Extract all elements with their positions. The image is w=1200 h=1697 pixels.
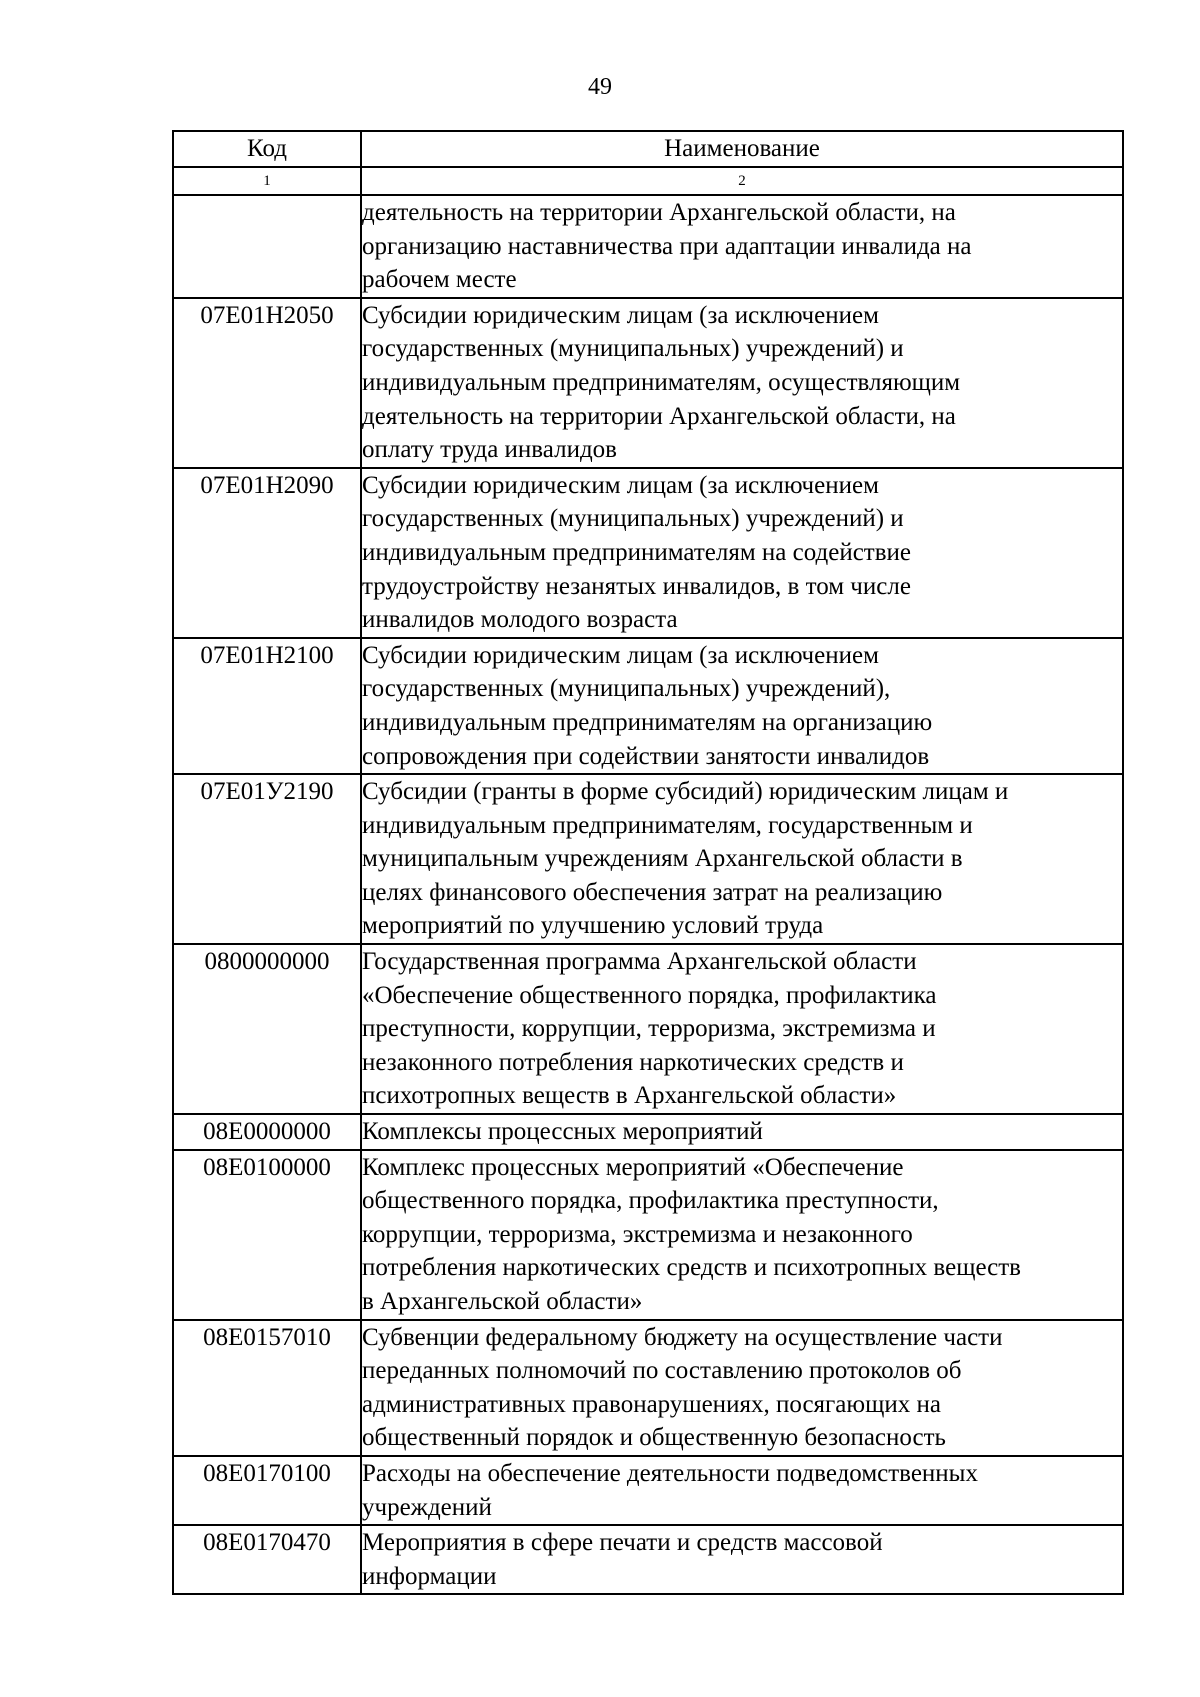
column-number-2: 2: [361, 167, 1123, 195]
row-code: 0800000000: [173, 944, 361, 1114]
row-code: 08Е0100000: [173, 1150, 361, 1320]
row-code: 08Е0157010: [173, 1320, 361, 1456]
row-name: Субсидии юридическим лицам (за исключением государственных (муниципальных) учреждений) и индивидуальным предпринимателям, осуществляющим деятельность на территории Архангельской области, на оплату труда инвалидов: [361, 298, 1123, 468]
row-code: 07Е01Н2050: [173, 298, 361, 468]
table-row: [173, 774, 1123, 944]
table-header-row: [173, 131, 1123, 167]
row-name: Субсидии юридическим лицам (за исключением государственных (муниципальных) учреждений) и индивидуальным предпринимателям на содействие трудоустройству незанятых инвалидов, в том числе инвалидов молодого возраста: [361, 468, 1123, 638]
row-name: Мероприятия в сфере печати и средств массовой информации: [361, 1525, 1123, 1594]
row-name: Субвенции федеральному бюджету на осуществление части переданных полномочий по составлению протоколов об административных правонарушениях, посягающих на общественный порядок и общественную безопасность: [361, 1320, 1123, 1456]
table-row: [173, 638, 1123, 774]
row-code: 07Е01Н2100: [173, 638, 361, 774]
row-name: деятельность на территории Архангельской области, на организацию наставничества при адаптации инвалида на рабочем месте: [361, 195, 1123, 298]
row-name: Комплексы процессных мероприятий: [361, 1114, 1123, 1150]
header-name: Наименование: [361, 131, 1123, 167]
row-code: 07Е01Н2090: [173, 468, 361, 638]
table-row: [173, 468, 1123, 638]
table-row: [173, 944, 1123, 1114]
row-name: Государственная программа Архангельской области «Обеспечение общественного порядка, профилактика преступности, коррупции, терроризма, экстремизма и незаконного потребления наркотических средств и психотропных веществ в Архангельской области»: [361, 944, 1123, 1114]
table-row: [173, 195, 1123, 298]
row-name: Субсидии юридическим лицам (за исключением государственных (муниципальных) учреждений), индивидуальным предпринимателям на организацию сопровождения при содействии занятости инвалидов: [361, 638, 1123, 774]
column-number-1: 1: [173, 167, 361, 195]
header-code: Код: [173, 131, 361, 167]
row-name: Комплекс процессных мероприятий «Обеспечение общественного порядка, профилактика преступности, коррупции, терроризма, экстремизма и незаконного потребления наркотических средств и психотропных веществ в Архангельской области»: [361, 1150, 1123, 1320]
table-row: [173, 1114, 1123, 1150]
row-code: 08Е0170470: [173, 1525, 361, 1594]
row-name: Расходы на обеспечение деятельности подведомственных учреждений: [361, 1456, 1123, 1525]
row-name: Субсидии (гранты в форме субсидий) юридическим лицам и индивидуальным предпринимателям, государственным и муниципальным учреждениям Архангельской области в целях финансового обеспечения затрат на реализацию мероприятий по улучшению условий труда: [361, 774, 1123, 944]
budget-code-table: [172, 130, 1124, 1595]
column-number-row: [173, 167, 1123, 195]
row-code: 08Е0000000: [173, 1114, 361, 1150]
table-row: [173, 1150, 1123, 1320]
row-code: [173, 195, 361, 298]
row-code: 07Е01У2190: [173, 774, 361, 944]
page-number: 49: [588, 74, 612, 100]
table-row: [173, 1456, 1123, 1525]
table-row: [173, 1320, 1123, 1456]
table-row: [173, 298, 1123, 468]
row-code: 08Е0170100: [173, 1456, 361, 1525]
table-row: [173, 1525, 1123, 1594]
